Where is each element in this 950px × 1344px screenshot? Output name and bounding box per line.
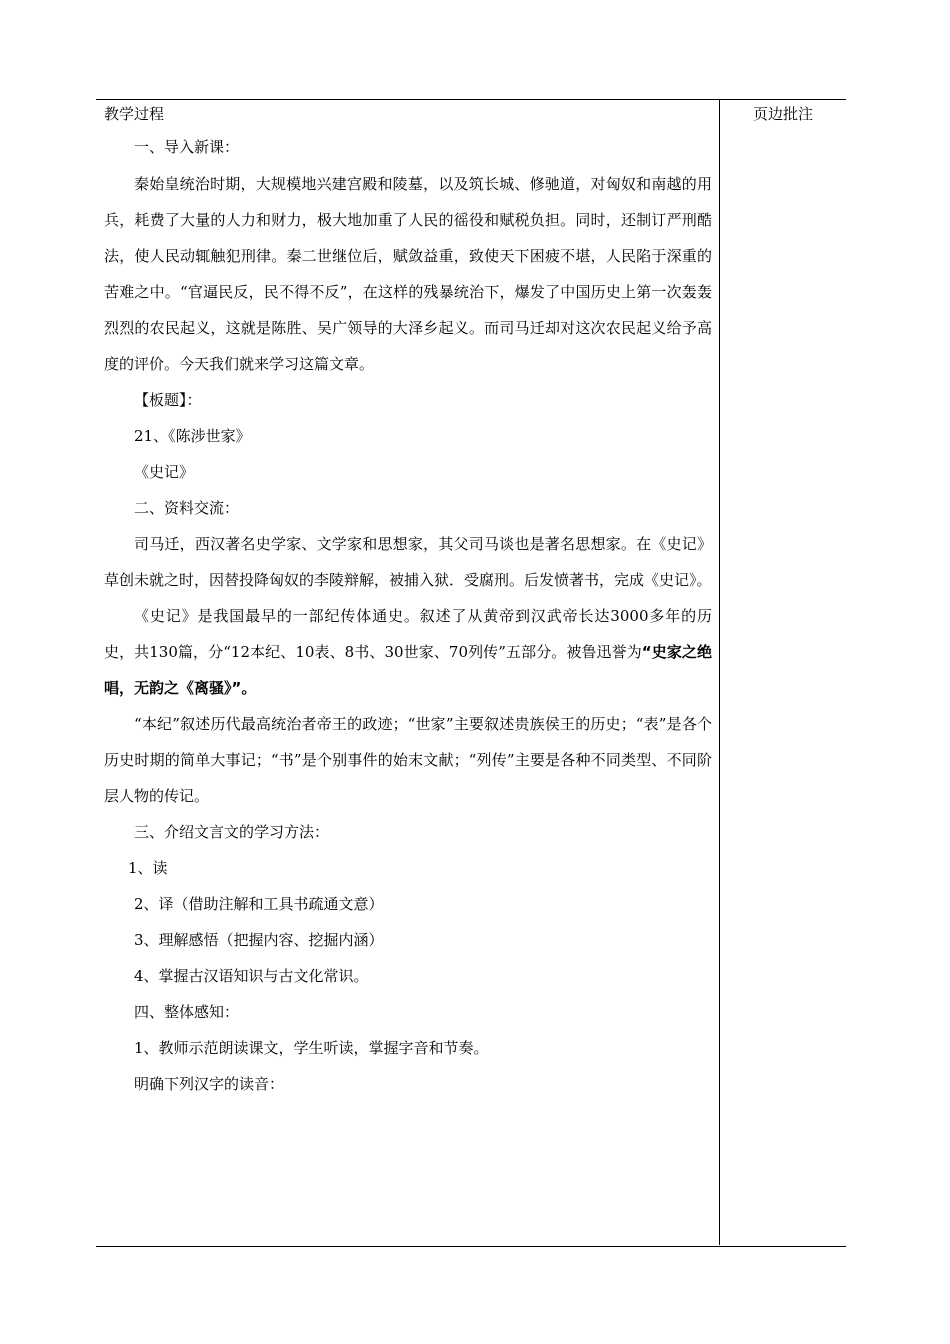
margin-notes-column (721, 100, 845, 128)
board-source: 《史记》 (134, 463, 195, 481)
board-lesson-title: 21、《陈涉世家》 (134, 427, 251, 445)
method-item-3: 3、理解感悟（把握内容、挖掘内涵） (134, 931, 384, 949)
method-item-1: 1、读 (128, 859, 168, 877)
board-label: 【板题】： (134, 391, 202, 409)
margin-notes-header: 页边批注 (752, 105, 813, 123)
materials-paragraph-1: 司马迁，西汉著名史学家、文学家和思想家，其父司马谈也是著名思想家。在《史记》草创未就之时，因替投降匈奴的李陵辩解，被捕入狱．受腐刑。后发愤著书，完成《史记》。 (104, 535, 712, 589)
section-materials-title: 二、资料交流： (134, 499, 240, 517)
section-overall-title: 四、整体感知： (134, 1003, 240, 1021)
section-intro-title: 一、导入新课： (134, 138, 240, 156)
materials-quote-bold: “史家之绝唱，无韵之《离骚》”。 (104, 643, 712, 697)
materials-paragraph-2-text: 《史记》是我国最早的一部纪传体通史。叙述了从黄帝到汉武帝长达3000多年的历史，共130篇，分“12本纪、10表、8书、30世家、70列传”五部分。被鲁迅誉为 (104, 607, 712, 661)
method-item-4: 4、掌握古汉语知识与古文化常识。 (134, 967, 369, 985)
materials-paragraph-2 (104, 598, 712, 706)
teaching-process-column (104, 100, 712, 1102)
materials-paragraph-3: “本纪”叙述历代最高统治者帝王的政迹；“世家”主要叙述贵族侯王的历史；“表”是各个历史时期的简单大事记；“书”是个别事件的始末文献；“列传”主要是各种不同类型、不同阶层人物的传记。 (104, 715, 712, 805)
column-divider (719, 99, 720, 1245)
method-item-2: 2、译（借助注解和工具书疏通文意） (134, 895, 384, 913)
section-method-title: 三、介绍文言文的学习方法： (134, 823, 330, 841)
section-intro-paragraph: 秦始皇统治时期，大规模地兴建宫殿和陵墓，以及筑长城、修驰道，对匈奴和南越的用兵，耗费了大量的人力和财力，极大地加重了人民的徭役和赋税负担。同时，还制订严刑酷法，使人民动辄触犯刑律。秦二世继位后，赋敛益重，致使天下困疲不堪，人民陷于深重的苦难之中。“官逼民反，民不得不反”，在这样的残暴统治下，爆发了中国历史上第一次轰轰烈烈的农民起义，这就是陈胜、吴广领导的大泽乡起义。而司马迁却对这次农民起义给予高度的评价。今天我们就来学习这篇文章。 (104, 175, 712, 373)
overall-item-2: 明确下列汉字的读音： (134, 1075, 285, 1093)
teaching-process-header: 教学过程 (104, 105, 165, 123)
overall-item-1: 1、教师示范朗读课文，学生听读，掌握字音和节奏。 (134, 1039, 489, 1057)
